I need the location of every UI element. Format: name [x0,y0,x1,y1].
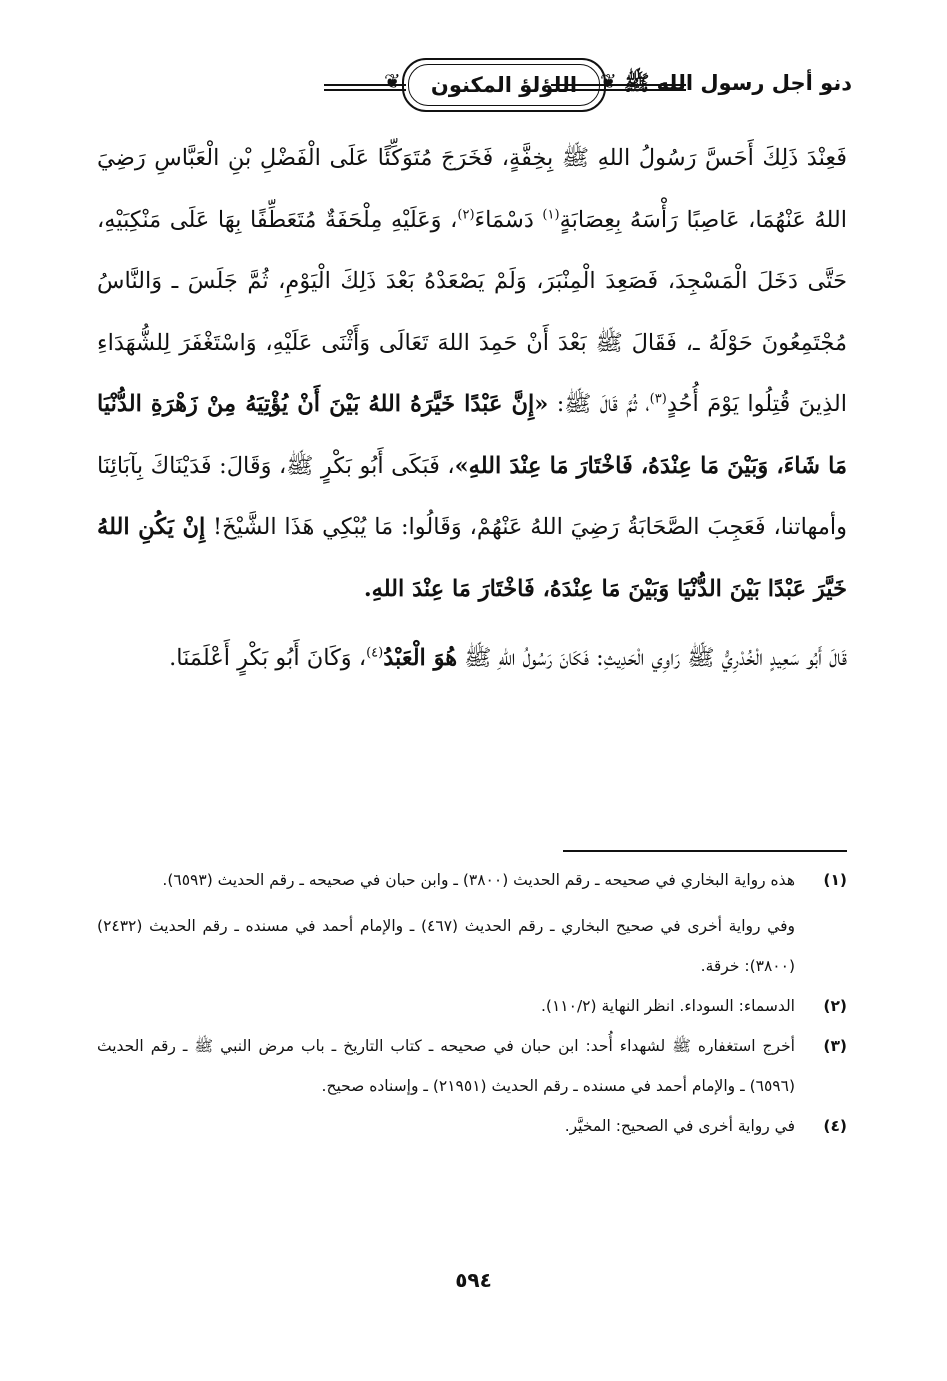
footnote-line: أخرج استغفاره ﷺ لشهداء أُحد: ابن حبان في صحيحه ـ كتاب التاريخ ـ باب مرض النبي ﷺ ـ رقم الحديث (٦٥٩٦) ـ والإمام أحمد في مسنده ـ رقم الحديث (٢١٩٥١) ـ وإسناده صحيح. [97,1037,795,1095]
main-text [97,128,847,690]
header-rule-left [324,84,406,91]
footnote-line: الدسماء: السوداء. انظر النهاية (١١٠/٢). [541,997,795,1015]
paragraph-1-text-d: ، ثُمَّ قَالَ ﷺ: [548,391,650,417]
book-title-frame [402,58,606,112]
paragraph-2-text-a: قَالَ أَبُو سَعِيدٍ الْخُدْرِيُّ ﷺ رَاوِي الْحَدِيثِ: فَكَانَ رَسُولُ اللهِ ﷺ [457,645,847,671]
ornament-right-icon: ❦ [600,69,617,93]
footnote-number: (٣) [823,1037,847,1055]
book-title: اللؤلؤ المكنون [430,73,578,97]
page-number: ٥٩٤ [455,1268,492,1292]
paragraph-2-bold: هُوَ الْعَبْدُ [383,645,458,671]
footnote-ref-4: (٤) [366,645,384,661]
footnote-3 [97,1026,847,1106]
footnote-ref-2: (٢) [457,207,475,222]
paragraph-1-text-e: ، فَبَكَى أَبُو بَكْرٍ ﷺ، وَقَالَ: فَدَيْنَاكَ بِآبَائِنَا وأمهاتنا، فَعَجِبَ الصَّحَابَةُ رَضِيَ اللهُ عَنْهُمْ، وَقَالُوا: مَا يُبْكِي هَذَا الشَّيْخَ! [97,452,848,540]
paragraph-1-text-a: فَعِنْدَ ذَلِكَ أَحَسَّ رَسُولُ اللهِ ﷺ بِخِفَّةٍ، فَخَرَجَ مُتَوَكِّئًا عَلَى الْفَضْلِ بْنِ الْعَبَّاسِ رَضِيَ اللهُ عَنْهُمَا، عَاصِبًا رَأْسَهُ بِعِصَابَةٍ [97,145,848,233]
footnote-line: في رواية أخرى في الصحيح: المخيَّر. [564,1117,795,1135]
paragraph-1-text-c: ، وَعَلَيْهِ مِلْحَفَةٌ مُتَعَطِّفًا بِهَا عَلَى مَنْكِبَيْهِ، حَتَّى دَخَلَ الْمَسْجِدَ، فَصَعِدَ الْمِنْبَرَ، وَلَمْ يَصْعَدْهُ بَعْدَ ذَلِكَ الْيَوْمِ، ثُمَّ جَلَسَ ـ وَالنَّاسُ مُجْتَمِعُونَ حَوْلَهُ ـ، فَقَالَ ﷺ بَعْدَ أَنْ حَمِدَ اللهَ تَعَالَى وَأَثْنَى عَلَيْهِ، وَاسْتَغْفَرَ لِلشُّهَدَاءِ الذِينَ قُتِلُوا يَوْمَ أُحُدٍ [97,206,847,417]
paragraph-1 [97,128,847,620]
footnote-line: وفي رواية أخرى في صحيح البخاري ـ رقم الحديث (٤٦٧) ـ والإمام أحمد في مسنده ـ رقم الحديث (٢٤٣٢) (٣٨٠٠): خرقة. [97,917,795,975]
footnote-body [97,860,795,986]
footnote-2 [97,986,847,1026]
footnote-line: هذه رواية البخاري في صحيحه ـ رقم الحديث (٣٨٠٠) ـ وابن حبان في صحيحه ـ رقم الحديث (٦٥٩٣). [162,871,795,889]
footnote-4 [97,1106,847,1146]
paragraph-1-text-b: دَسْمَاءَ [474,206,543,233]
hadith-quote: «إِنَّ عَبْدًا خَيَّرَهُ اللهُ بَيْنَ أَنْ يُؤْتِيَهُ مِنْ زَهْرَةِ الدُّنْيَا مَا شَاءَ، وَبَيْنَ مَا عِنْدَهُ، فَاخْتَارَ مَا عِنْدَ اللهِ» [97,391,847,479]
footnote-body [97,1026,795,1106]
footnote-number: (٢) [823,997,847,1015]
footnotes [97,860,847,1146]
running-header [92,58,852,110]
footnote-1 [97,860,847,986]
footnote-ref-3: (٣) [649,391,667,407]
footnote-ref-1: (١) [542,207,560,222]
footnote-number: (١) [823,871,847,889]
paragraph-2 [97,628,847,690]
paragraph-2-text-b: ، وَكَانَ أَبُو بَكْرٍ أَعْلَمَنَا. [169,645,367,671]
footnote-body [97,1106,795,1146]
footnote-number: (٤) [823,1117,847,1135]
abu-bakr-quote: إِنْ يَكُنِ اللهُ خَيَّرَ عَبْدًا بَيْنَ الدُّنْيَا وَبَيْنَ مَا عِنْدَهُ، فَاخْتَارَ مَا عِنْدَ اللهِ. [97,514,847,602]
footnote-separator [563,850,847,852]
ornament-left-icon: ❦ [384,69,401,93]
footnote-body [97,986,795,1026]
chapter-title: دنو أجل رسول الله ﷺ [623,71,852,95]
